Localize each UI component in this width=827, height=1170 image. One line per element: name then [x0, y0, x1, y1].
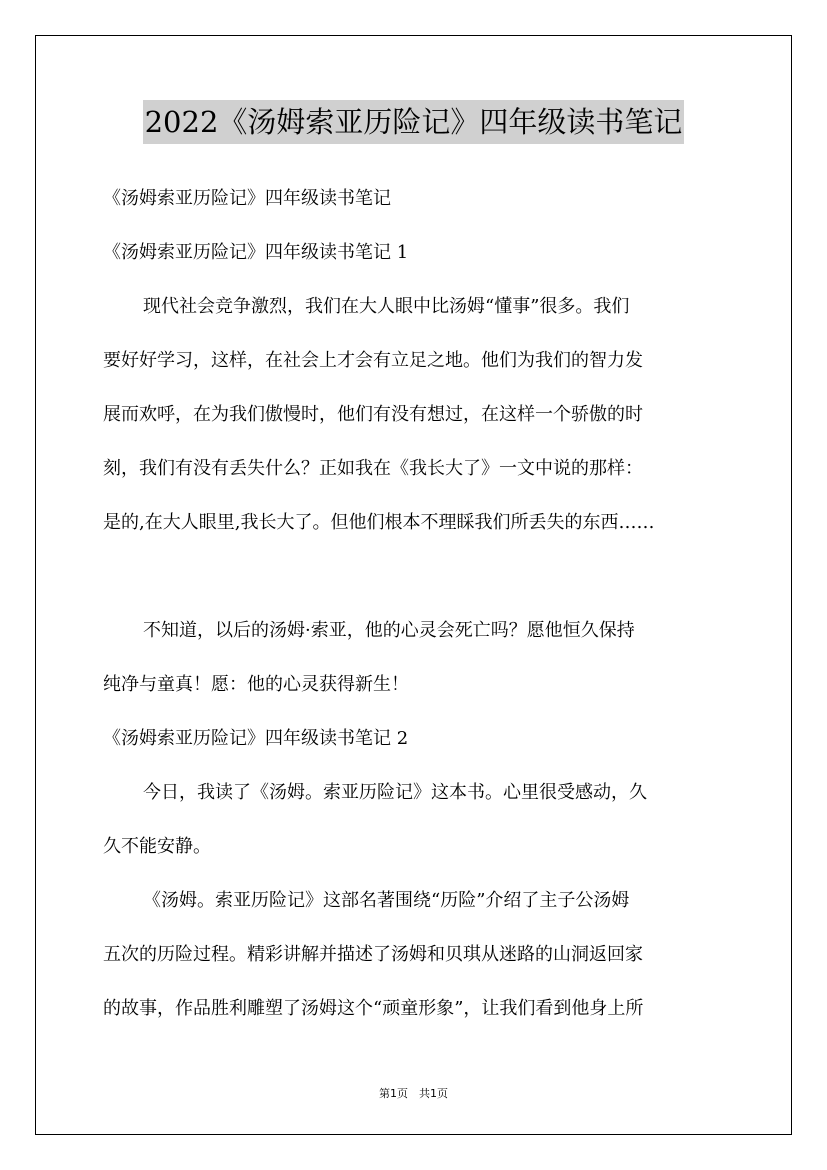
paragraph-line: 现代社会竞争激烈，我们在大人眼中比汤姆“懂事”很多。我们	[143, 296, 630, 317]
paragraph-line: 久不能安静。	[103, 836, 211, 857]
paragraph-line: 今日，我读了《汤姆。索亚历险记》这本书。心里很受感动，久	[143, 782, 647, 803]
paragraph-line: 展而欢呼，在为我们傲慢时，他们有没有想过，在这样一个骄傲的时	[103, 404, 643, 425]
paragraph-line: 的故事，作品胜利雕塑了汤姆这个“顽童形象”，让我们看到他身上所	[103, 998, 644, 1019]
paragraph-line: 要好好学习，这样，在社会上才会有立足之地。他们为我们的智力发	[103, 350, 643, 371]
section-heading-2: 《汤姆索亚历险记》四年级读书笔记 2	[103, 728, 409, 749]
page-number: 第1页 共1页	[379, 1087, 448, 1100]
document-title-wrapper	[0, 100, 827, 144]
paragraph-line: 不知道，以后的汤姆·索亚，他的心灵会死亡吗？愿他恒久保持	[143, 620, 635, 641]
heading-line: 《汤姆索亚历险记》四年级读书笔记	[103, 188, 391, 209]
document-body	[103, 172, 730, 1036]
paragraph-line: 《汤姆。索亚历险记》这部名著围绕“历险”介绍了主子公汤姆	[143, 890, 630, 911]
paragraph-line: 刻，我们有没有丢失什么？正如我在《我长大了》一文中说的那样：	[103, 458, 643, 479]
section-heading-1: 《汤姆索亚历险记》四年级读书笔记 1	[103, 242, 409, 263]
paragraph-line: 纯净与童真！愿：他的心灵获得新生！	[103, 674, 409, 695]
paragraph-gap	[103, 550, 730, 604]
document-title: 2022《汤姆索亚历险记》四年级读书笔记	[143, 100, 685, 144]
page-footer	[0, 1085, 827, 1101]
paragraph-line: 是的,在大人眼里,我长大了。但他们根本不理睬我们所丢失的东西……	[103, 512, 655, 533]
paragraph-line: 五次的历险过程。精彩讲解并描述了汤姆和贝琪从迷路的山洞返回家	[103, 944, 643, 965]
